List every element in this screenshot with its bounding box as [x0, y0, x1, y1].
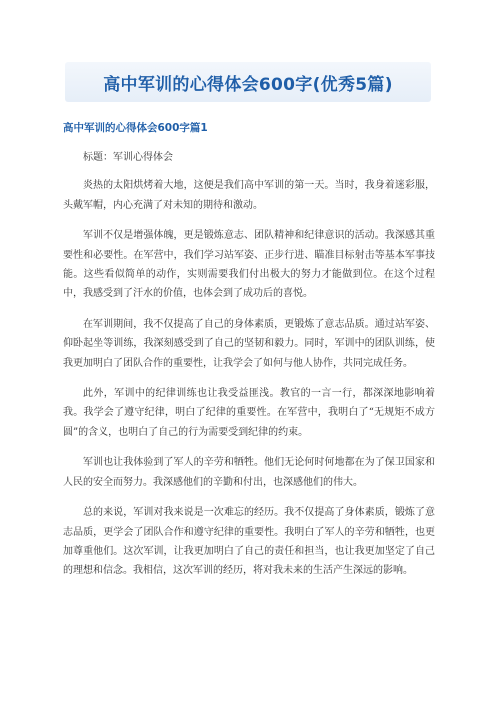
document-body — [63, 148, 435, 592]
paragraph-subtitle: 标题：军训心得体会 — [83, 152, 173, 163]
paragraph: 军训不仅是增强体魄，更是锻炼意志、团队精神和纪律意识的活动。我深感其重要性和必要性。在军营中，我们学习站军姿、正步行进、瞄准目标射击等基本军事技能。这些看似简单的动作，实则需要我们付出极大的努力才能做到位。在这个过程中，我感受到了汗水的价值，也体会到了成功后的喜悦。 — [63, 230, 435, 300]
paragraph: 军训也让我体验到了军人的辛劳和牺牲。他们无论何时何地都在为了保卫国家和人民的安全而努力。我深感他们的辛勤和付出，也深感他们的伟大。 — [63, 457, 435, 488]
title-banner — [65, 62, 431, 102]
document-title: 高中军训的心得体会600字(优秀5篇) — [103, 74, 393, 95]
section-heading: 高中军训的心得体会600字篇1 — [63, 122, 208, 134]
paragraph: 此外，军训中的纪律训练也让我受益匪浅。教官的一言一行，都深深地影响着我。我学会了遵守纪律，明白了纪律的重要性。在军营中，我明白了“无规矩不成方圆”的含义，也明白了自己的行为需要受到纪律的约束。 — [63, 388, 435, 438]
paragraph: 炎热的太阳烘烤着大地，这便是我们高中军训的第一天。当时，我身着迷彩服，头戴军帽，内心充满了对未知的期待和激动。 — [63, 180, 435, 211]
paragraph: 总的来说，军训对我来说是一次难忘的经历。我不仅提高了身体素质，锻炼了意志品质，更学会了团队合作和遵守纪律的重要性。我明白了军人的辛劳和牺牲，也更加尊重他们。这次军训，让我更加明白了自己的责任和担当，也让我更加坚定了自己的理想和信念。我相信，这次军训的经历，将对我未来的生活产生深远的影响。 — [63, 507, 435, 577]
paragraph: 在军训期间，我不仅提高了自己的身体素质，更锻炼了意志品质。通过站军姿、仰卧起坐等训练，我深刻感受到了自己的坚韧和毅力。同时，军训中的团队训练，使我更加明白了团队合作的重要性，让我学会了如何与他人协作，共同完成任务。 — [63, 318, 435, 369]
